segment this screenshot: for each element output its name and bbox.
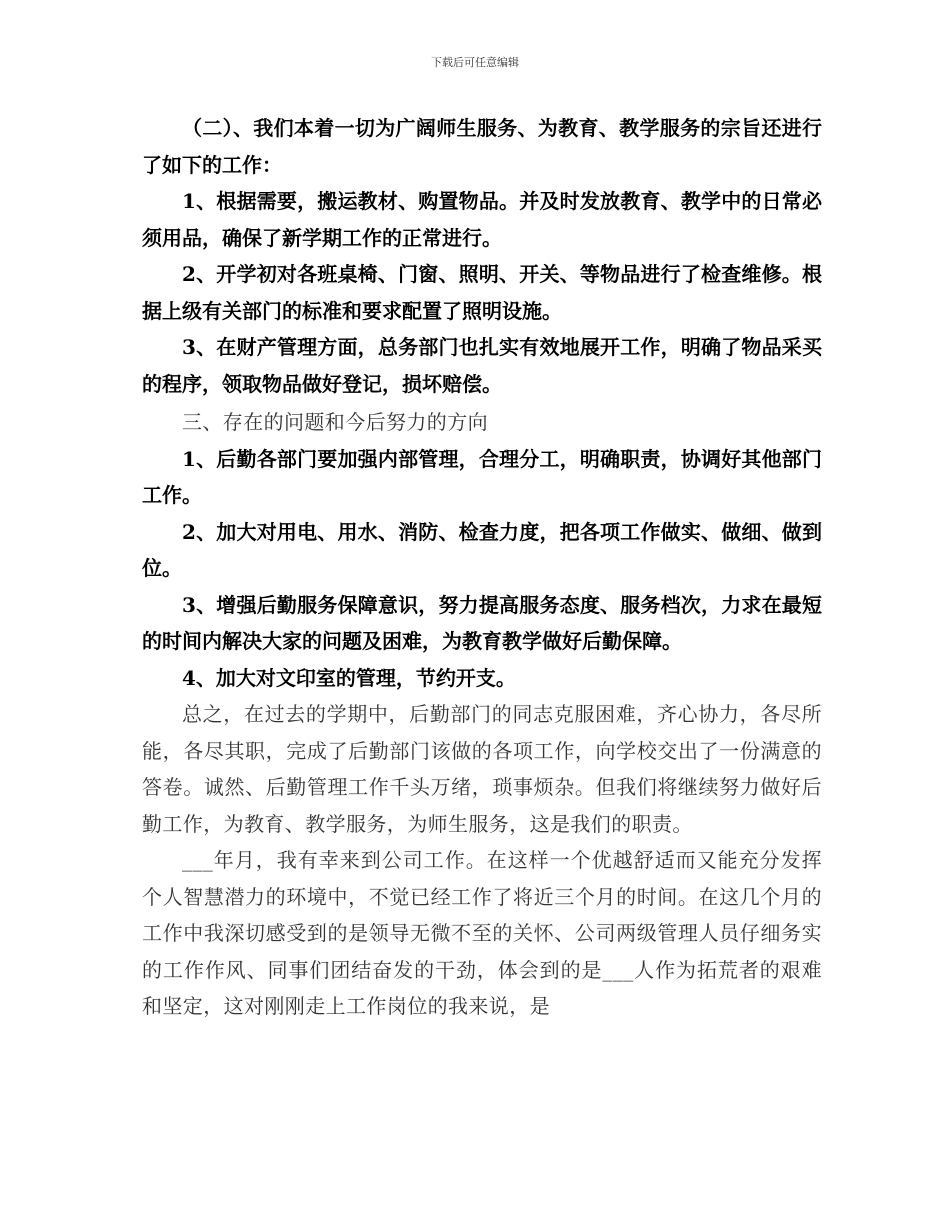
paragraph-problem-3: 3、增强后勤服务保障意识，努力提高服务态度、服务档次，力求在最短的时间内解决大家的问题及困难，为教育教学做好后勤保障。 — [142, 592, 822, 653]
paragraph-problem-4: 4、加大对文印室的管理，节约开支。 — [182, 665, 516, 690]
paragraph-item-2: 2、开学初对各班桌椅、门窗、照明、开关、等物品进行了检查维修。根据上级有关部门的标准和要求配置了照明设施。 — [142, 262, 822, 323]
paragraph-problem-2: 2、加大对用电、用水、消防、检查力度，把各项工作做实、做细、做到位。 — [142, 519, 822, 580]
paragraph-summary: 总之，在过去的学期中，后勤部门的同志克服困难，齐心协力，各尽所能，各尽其职，完成了后勤部门该做的各项工作，向学校交出了一份满意的答卷。诚然、后勤管理工作千头万绪，琐事烦杂。但我们将继续努力做好后勤工作，为教育、教学服务，为师生服务，这是我们的职责。 — [142, 702, 822, 836]
paragraph-item-1: 1、根据需要，搬运教材、购置物品。并及时发放教育、教学中的日常必须用品，确保了新学期工作的正常进行。 — [142, 189, 822, 250]
paragraph-problem-1: 1、后勤各部门要加强内部管理，合理分工，明确职责，协调好其他部门工作。 — [142, 446, 822, 507]
page-header: 下载后可任意编辑 — [431, 56, 519, 69]
paragraph-item-3: 3、在财产管理方面，总务部门也扎实有效地展开工作，明确了物品采买的程序，领取物品做好登记，损坏赔偿。 — [142, 335, 822, 396]
paragraph-section-two: （二）、我们本着一切为广阔师生服务、为教育、教学服务的宗旨还进行了如下的工作： — [142, 116, 822, 177]
paragraph-new-start: ___年月，我有幸来到公司工作。在这样一个优越舒适而又能充分发挥个人智慧潜力的环境中，不觉已经工作了将近三个月的时间。在这几个月的工作中我深切感受到的是领导无微不至的关怀、公司两级管理人员仔细务实的工作作风、同事们团结奋发的干劲，体会到的是___人作为拓荒者的艰难和坚定，这对刚刚走上工作岗位的我来说，是 — [142, 848, 822, 1018]
document-body — [142, 110, 822, 1025]
section-heading-three: 三、存在的问题和今后努力的方向 — [182, 410, 488, 434]
